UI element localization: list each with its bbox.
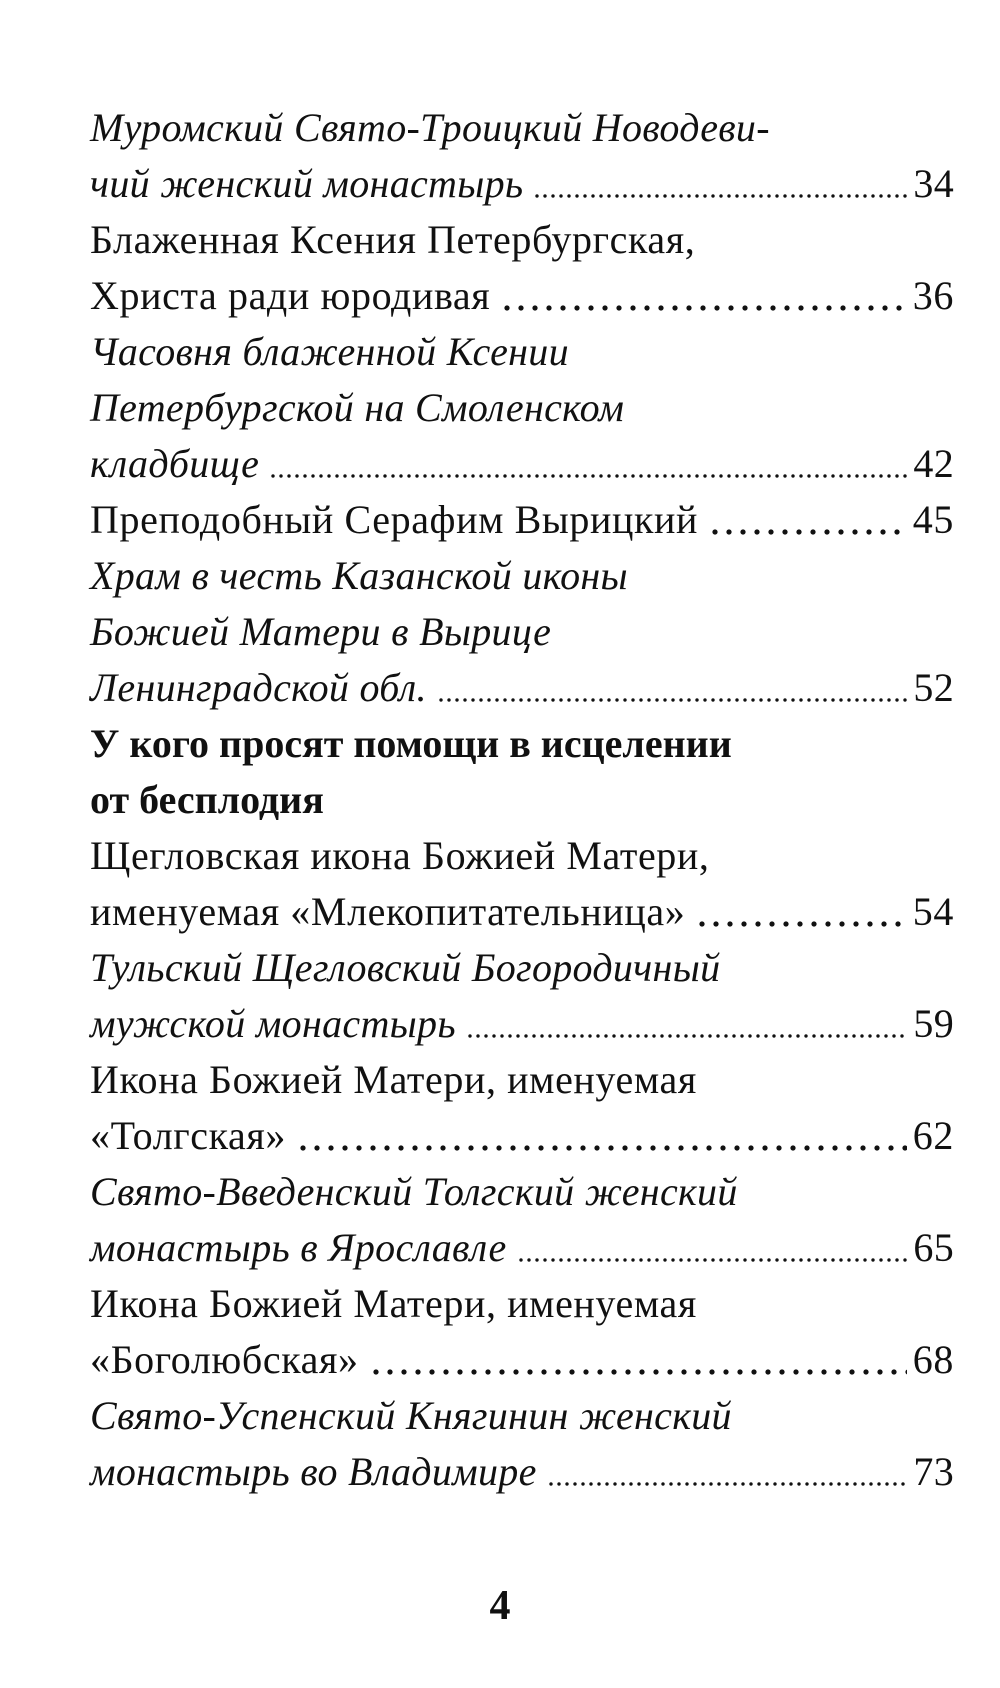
- toc-page-number: 52: [913, 665, 954, 710]
- dot-leader: [517, 1252, 908, 1264]
- toc-entry-line: [90, 380, 954, 436]
- toc-entry-text: Свято-Введенский Толгский женский: [90, 1169, 738, 1214]
- toc-entry-line: [90, 1276, 954, 1332]
- toc-entry-text: монастырь во Владимире: [90, 1449, 537, 1494]
- toc-entry-text: Тульский Щегловский Богородичный: [90, 945, 721, 990]
- toc-entry-line: [90, 324, 954, 380]
- toc-entry-text: «Толгская»: [90, 1113, 286, 1158]
- toc-entry-text: мужской монастырь: [90, 1001, 456, 1046]
- toc-entry-line: [90, 268, 954, 324]
- toc-entry-text: Свято-Успенский Княгинин женский: [90, 1393, 732, 1438]
- toc-entry-text: «Боголюбская»: [90, 1337, 359, 1382]
- toc-page-number: 45: [912, 497, 954, 542]
- toc-page-number: 68: [912, 1337, 954, 1382]
- toc-entry-line: [90, 1220, 954, 1276]
- toc-entry-line: [90, 604, 954, 660]
- dot-leader: [369, 1364, 907, 1376]
- toc-entry-text: именуемая «Млекопитательница»: [90, 889, 686, 934]
- dot-leader: [500, 300, 907, 312]
- toc-entry-line: [90, 436, 954, 492]
- toc-page-number: 42: [913, 441, 954, 486]
- toc-entry-text: Икона Божией Матери, именуемая: [90, 1057, 697, 1102]
- toc-page-number: 62: [912, 1113, 954, 1158]
- dot-leader: [708, 524, 907, 536]
- toc-entry-text: Ленинградской обл.: [90, 665, 427, 710]
- toc-entry-line: [90, 940, 954, 996]
- dot-leader: [547, 1476, 908, 1488]
- dot-leader: [695, 916, 907, 928]
- dot-leader: [466, 1028, 908, 1040]
- toc-entry-text: чий женский монастырь: [90, 161, 524, 206]
- dot-leader: [533, 188, 907, 200]
- toc-entry-text: кладбище: [90, 441, 260, 486]
- toc-page-number: 73: [913, 1449, 954, 1494]
- table-of-contents: [90, 100, 954, 1500]
- dot-leader: [296, 1140, 907, 1152]
- toc-entry-line: [90, 884, 954, 940]
- dot-leader: [269, 468, 907, 480]
- toc-entry-line: [90, 156, 954, 212]
- toc-entry-text: Преподобный Серафим Вырицкий: [90, 497, 699, 542]
- toc-entry-line: [90, 996, 954, 1052]
- page-number: 4: [489, 1583, 511, 1629]
- toc-entry-text: Божией Матери в Вырице: [90, 609, 552, 654]
- section-heading-line: [90, 716, 954, 772]
- toc-entry-text: монастырь в Ярославле: [90, 1225, 507, 1270]
- toc-entry-text: Часовня блаженной Ксении: [90, 329, 569, 374]
- toc-entry-line: [90, 1164, 954, 1220]
- section-heading-line: [90, 772, 954, 828]
- toc-entry-line: [90, 100, 954, 156]
- toc-entry-line: [90, 1052, 954, 1108]
- toc-entry-line: [90, 548, 954, 604]
- toc-page-number: 36: [912, 273, 954, 318]
- toc-entry-text: Петербургской на Смоленском: [90, 385, 625, 430]
- toc-entry-text: от бесплодия: [90, 777, 324, 822]
- toc-entry-text: Муромский Свято-Троицкий Новодеви-: [90, 105, 770, 150]
- toc-page-number: 54: [912, 889, 954, 934]
- toc-entry-text: Христа ради юродивая: [90, 273, 491, 318]
- toc-entry-line: [90, 828, 954, 884]
- dot-leader: [437, 692, 908, 704]
- toc-entry-text: Храм в честь Казанской иконы: [90, 553, 628, 598]
- toc-entry-text: У кого просят помощи в исцелении: [90, 721, 732, 766]
- toc-entry-text: Икона Божией Матери, именуемая: [90, 1281, 697, 1326]
- toc-page-number: 34: [913, 161, 954, 206]
- toc-entry-line: [90, 1388, 954, 1444]
- toc-entry-text: Щегловская икона Божией Матери,: [90, 833, 710, 878]
- toc-entry-line: [90, 1332, 954, 1388]
- toc-entry-text: Блаженная Ксения Петербургская,: [90, 217, 696, 262]
- toc-entry-line: [90, 660, 954, 716]
- toc-page-number: 59: [913, 1001, 954, 1046]
- toc-page-number: 65: [913, 1225, 954, 1270]
- toc-entry-line: [90, 1444, 954, 1500]
- toc-entry-line: [90, 212, 954, 268]
- toc-entry-line: [90, 1108, 954, 1164]
- toc-entry-line: [90, 492, 954, 548]
